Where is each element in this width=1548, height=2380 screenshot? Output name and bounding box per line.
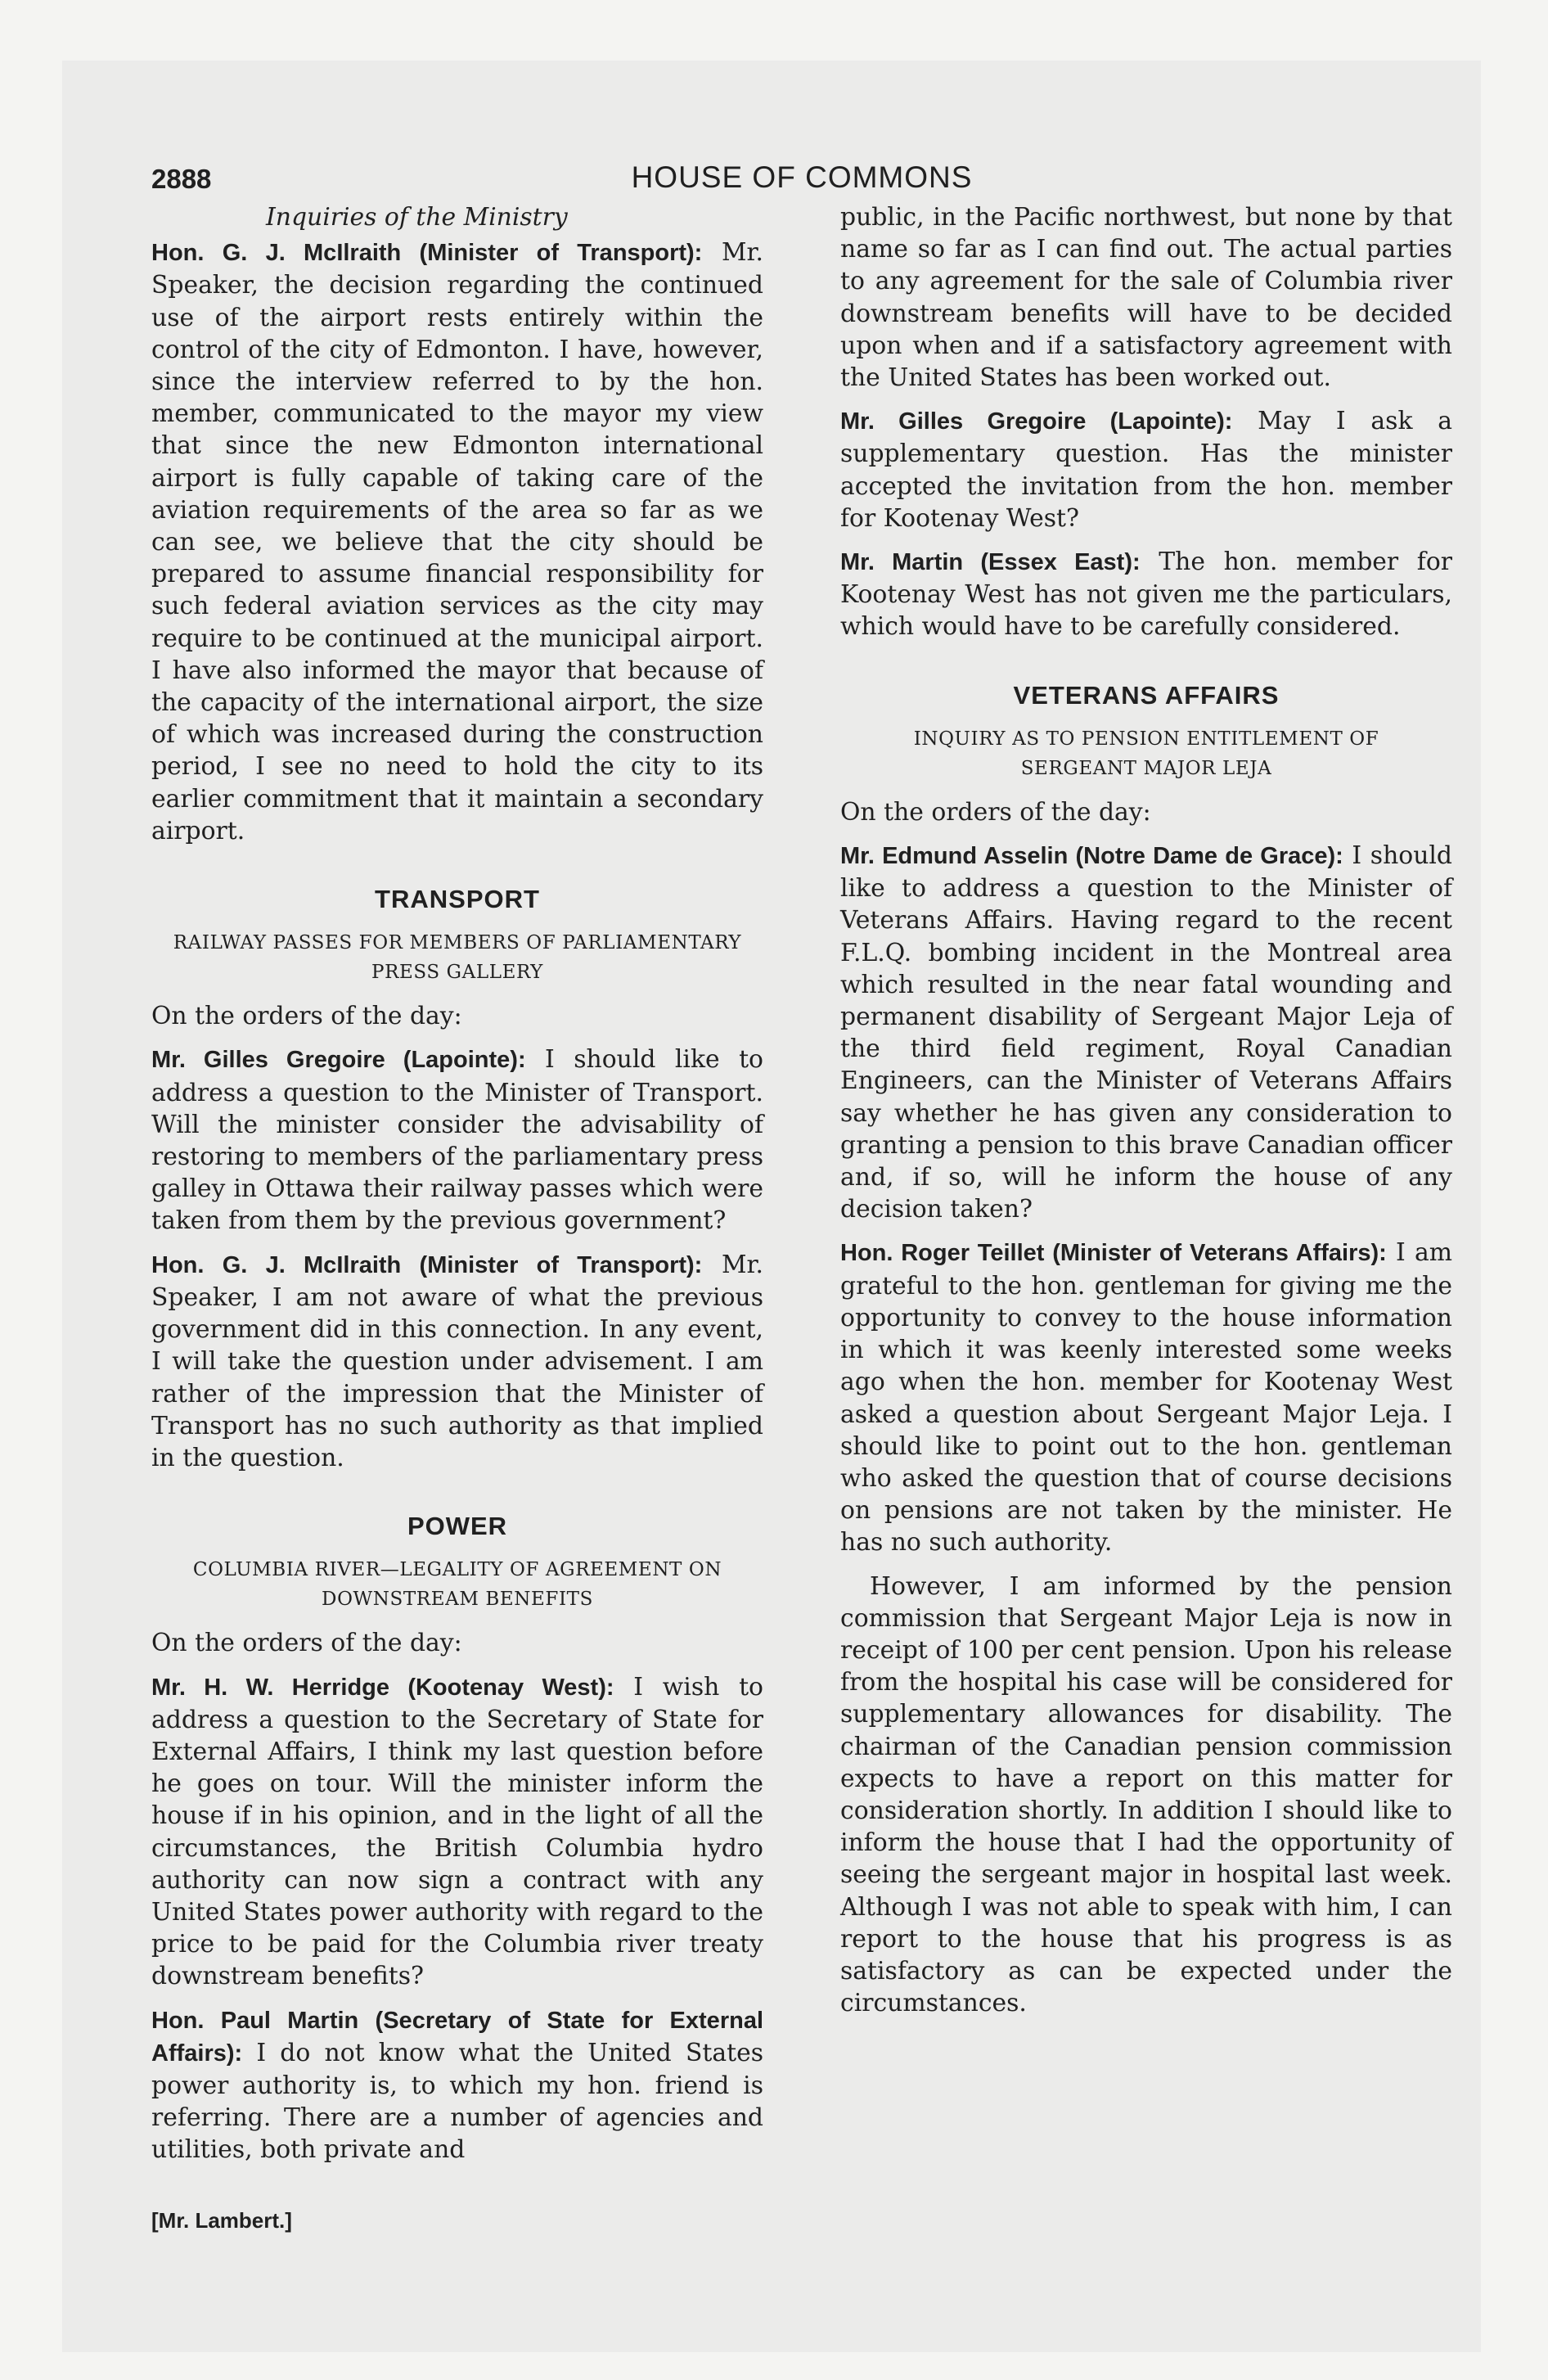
speech-paragraph xyxy=(840,405,1452,534)
speaker-name: Hon. Paul Martin (Secretary of State for External Affairs): xyxy=(151,2007,763,2067)
page-header xyxy=(151,156,1452,205)
speech-text: Mr. Speaker, I am not aware of what the previous government did in this connection. In any event, I will take the question under advisement. I am rather of the impression that the Minister of Transport has no such authority as that implied in the question. xyxy=(151,1250,763,1472)
speech-text: May I ask a supplementary question. Has the minister accepted the invitation from the hon. member for Kootenay West? xyxy=(840,407,1452,533)
section-subhead: Inquiries of the Ministry xyxy=(266,203,568,232)
section-subheading: RAILWAY PASSES FOR MEMBERS OF PARLIAMENTARY PRESS GALLERY xyxy=(173,932,742,984)
speaker-name: Hon. Roger Teillet (Minister of Veterans Affairs): xyxy=(840,1240,1387,1267)
speaker-name: Mr. Gilles Gregoire (Lapointe): xyxy=(840,408,1233,435)
left-column xyxy=(151,201,763,2166)
section-heading-transport: TRANSPORT xyxy=(375,885,540,914)
speech-paragraph xyxy=(840,840,1452,1225)
speech-paragraph xyxy=(840,546,1452,643)
orders-of-day: On the orders of the day: xyxy=(151,1002,462,1031)
running-title: HOUSE OF COMMONS xyxy=(631,160,973,194)
speech-text: I wish to address a question to the Secretary of State for External Affairs, I think my last question before he goes on tour. Will the minister inform the house if in his opinion, and in the light of all the circumstances, the British Columbia hydro authority can now sign a contract with any United States power authority with regard to the price to be paid for the Columbia river treaty downstream benefits? xyxy=(151,1672,763,1991)
speech-paragraph xyxy=(151,2004,763,2166)
two-column-body xyxy=(151,201,1452,2166)
section-subheading: INQUIRY AS TO PENSION ENTITLEMENT OF SERGEANT MAJOR LEJA xyxy=(913,728,1379,779)
speaker-name: Mr. Edmund Asselin (Notre Dame de Grace): xyxy=(840,843,1343,870)
orders-of-day: On the orders of the day: xyxy=(151,1629,462,1658)
speech-text: I am grateful to the hon. gentleman for giving me the opportunity to convey to the house information in which it was keenly interested some weeks ago when the hon. member for Kootenay West asked a question about Sergeant Major Leja. I should like to point out to the hon. gentleman who asked the question that of course decisions on pensions are not taken by the minister. He has no such authority. xyxy=(840,1238,1453,1557)
page-footer: [Mr. Lambert.] xyxy=(151,2208,292,2233)
speech-text: I do not know what the United States power authority is, to which my hon. friend is referring. There are a number of agencies and utilities, both private and xyxy=(151,2038,763,2165)
speech-text: The hon. member for Kootenay West has not given me the particulars, which would have to be carefully considered. xyxy=(840,548,1452,642)
section-heading-veterans: VETERANS AFFAIRS xyxy=(1013,680,1280,710)
speaker-name: Hon. G. J. McIlraith (Minister of Transport): xyxy=(151,1251,703,1278)
speaker-name: Mr. H. W. Herridge (Kootenay West): xyxy=(151,1674,614,1701)
section-heading-power: POWER xyxy=(407,1512,508,1541)
speech-paragraph xyxy=(151,1671,763,1993)
speech-text: Mr. Speaker, the decision regarding the continued use of the airport rests entirely within the control of the city of Edmonton. I have, however, since the interview referred to by the hon. member, communicated to the mayor my view that since the new Edmonton international airport is fully capable of taking care of the aviation requirements of the area so far as we can see, we believe that the city should be prepared to assume financial responsibility for such federal aviation services as the city may require to be continued at the municipal airport. I have also informed the mayor that because of the capacity of the international airport, the size of which was increased during the construction period, I see no need to hold the city to its earlier commitment that it maintain a secondary airport. xyxy=(151,238,763,845)
speech-paragraph xyxy=(840,1237,1452,1558)
speech-paragraph: However, I am informed by the pension commission that Sergeant Major Leja is now in receipt of 100 per cent pension. Upon his release from the hospital his case will be considered for supplementary allowances for disability. The chairman of the Canadian pension commission expects to have a report on this matter for consideration shortly. In addition I should like to inform the house that I had the opportunity of seeing the sergeant major in hospital last week. Although I was not able to speak with him, I can report to the house that his progress is as satisfactory as can be expected under the circumstances. xyxy=(840,1571,1452,2018)
right-column xyxy=(840,201,1452,2166)
page-number: 2888 xyxy=(151,164,212,194)
speech-text: I should like to address a question to the Minister of Transport. Will the minister consider the advisability of restoring to members of the parliamentary press galley in Ottawa their railway passes which were taken from them by the previous government? xyxy=(151,1045,763,1236)
speech-paragraph xyxy=(151,1249,763,1474)
hansard-page xyxy=(151,156,1452,2292)
speech-paragraph xyxy=(151,237,763,847)
speaker-name: Mr. Gilles Gregoire (Lapointe): xyxy=(151,1047,526,1074)
section-subheading: COLUMBIA RIVER—LEGALITY OF AGREEMENT ON DOWNSTREAM BENEFITS xyxy=(192,1559,722,1611)
orders-of-day: On the orders of the day: xyxy=(840,797,1151,827)
continued-paragraph: public, in the Pacific northwest, but none by that name so far as I can find out. The actual parties to any agreement for the sale of Columbia river downstream benefits will have to be decided upon when and if a satisfactory agreement with the United States has been worked out. xyxy=(840,203,1452,393)
speaker-name: Mr. Martin (Essex East): xyxy=(840,549,1141,576)
speech-paragraph xyxy=(151,1044,763,1237)
speech-text: I should like to address a question to the Minister of Veterans Affairs. Having regard to the recent F.L.Q. bombing incident in the Montreal area which resulted in the near fatal wounding and permanent disability of Sergeant Major Leja of the third field regiment, Royal Canadian Engineers, can the Minister of Veterans Affairs say whether he has given any consideration to granting a pension to this brave Canadian officer and, if so, will he inform the house of any decision taken? xyxy=(840,841,1452,1224)
speaker-name: Hon. G. J. McIlraith (Minister of Transport): xyxy=(151,240,703,267)
